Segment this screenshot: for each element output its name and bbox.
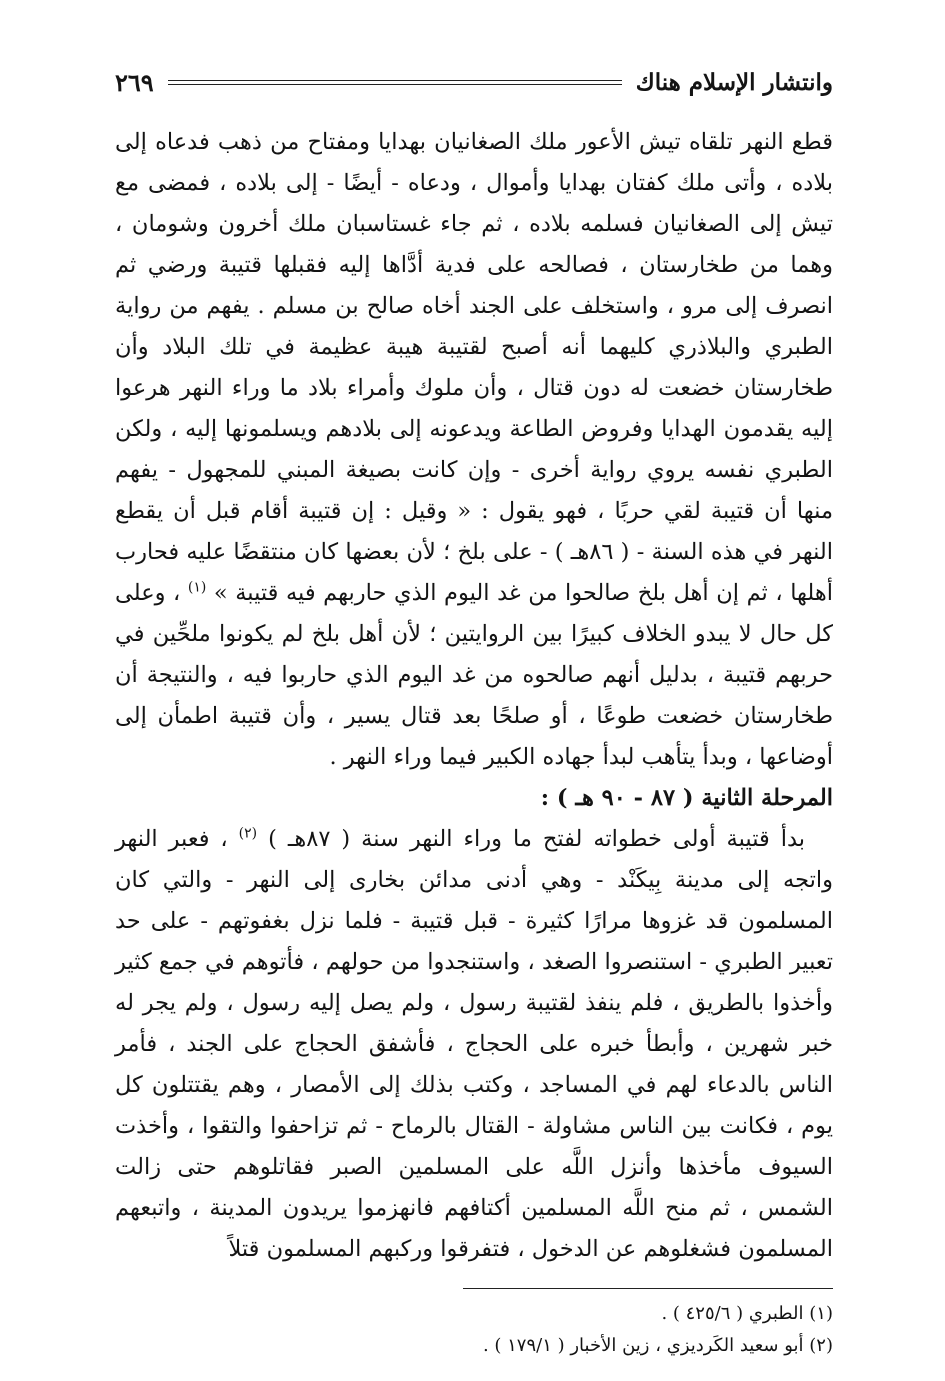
- header-rule: [168, 80, 622, 85]
- page-header: [115, 60, 833, 104]
- paragraph-1: [115, 122, 833, 778]
- footnote-2: (٢) أبو سعيد الكَرديزي ، زين الأخبار ( ١٧٩/١ ) .: [482, 1335, 833, 1356]
- paragraph-1-text: قطع النهر تلقاه تيش الأعور ملك الصغانيان بهدايا ومفتاح من ذهب فدعاه إلى بلاده ، وأتى ملك كفتان بهدايا وأموال ، ودعاه - أيضًا - إلى بلاده ، فمضى مع تيش إلى الصغانيان فسلمه بلاده ، ثم جاء غستاسبان ملك أخرون وشومان ، وهما من طخارستان ، فصالحه على فدية أدَّاها إليه فقبلها قتيبة ورضي ثم انصرف إلى مرو ، واستخلف على الجند أخاه صالح بن مسلم . يفهم من رواية الطبري والبلاذري كليهما أنه أصبح لقتيبة هيبة عظيمة في تلك البلاد وأن طخارستان خضعت له دون قتال ، وأن ملوك وأمراء بلاد ما وراء النهر هرعوا إليه يقدمون الهدايا وفروض الطاعة ويدعونه إلى بلادهم ويسلمونها إليه ، ولكن الطبري نفسه يروي رواية أخرى - وإن كانت بصيغة المبني للمجهول - يفهم منها أن قتيبة لقي حربًا ، فهو يقول : « وقيل : إن قتيبة أقام قبل أن يقطع النهر في هذه السنة - ( ٨٦هـ ) - على بلخ ؛ لأن بعضها كان منتقضًا عليه فحارب أهلها ، ثم إن أهل بلخ صالحوا من غد اليوم الذي حاربهم فيه قتيبة »: [115, 129, 833, 606]
- footnote-ref-2: (٢): [238, 825, 258, 842]
- footnotes: [115, 1298, 833, 1362]
- book-page: [115, 60, 833, 1356]
- paragraph-1-tail: ، وعلى كل حال لا يبدو الخلاف كبيرًا بين الروايتين ؛ لأن أهل بلخ لم يكونوا ملحِّين في حربهم قتيبة ، بدليل أنهم صالحوه من غد اليوم الذي حاربوا فيه ، والنتيجة أن طخارستان خضعت طوعًا ، أو صلحًا بعد قتال يسير ، وأن قتيبة اطمأن إلى أوضاعها ، وبدأ يتأهب لبدأ جهاده الكبير فيما وراء النهر .: [115, 580, 833, 770]
- footnote-rule: [463, 1288, 833, 1289]
- footnote-1: (١) الطبري ( ٤٢٥/٦ ) .: [661, 1303, 833, 1324]
- footnote-ref-1: (١): [187, 579, 207, 596]
- page-number: ٢٦٩: [115, 67, 154, 97]
- running-title: وانتشار الإسلام هناك: [635, 68, 833, 96]
- paragraph-2-tail: ، فعبر النهر واتجه إلى مدينة بِيكَنْد - وهي أدنى مدائن بخارى إلى النهر - والتي كان المسلمون قد غزوها مرارًا كثيرة - قبل قتيبة - فلما نزل بغفوتهم - على حد تعبير الطبري - استنصروا الصغد ، واستنجدوا من حولهم ، فأتوهم في جمع كثير وأخذوا بالطريق ، فلم ينفذ لقتيبة رسول ، ولم يصل إليه رسول ، ولم يجر له خبر شهرين ، وأبطأ خبره على الحجاج ، فأشفق الحجاج على الجند ، فأمر الناس بالدعاء لهم في المساجد ، وكتب بذلك إلى الأمصار ، وهم يقتتلون كل يوم ، فكانت بين الناس مشاولة - القتال بالرماح - ثم تزاحفوا والتقوا ، وأخذت السيوف مأخذها وأنزل اللَّه على المسلمين الصبر فقاتلوهم حتى زالت الشمس ، ثم منح اللَّه المسلمين أكتافهم فانهزموا يريدون المدينة ، واتبعهم المسلمون فشغلوهم عن الدخول ، فتفرقوا وركبهم المسلمون قتلاً: [115, 826, 833, 1262]
- body-text: [115, 122, 833, 1270]
- paragraph-2: [115, 819, 833, 1270]
- paragraph-2-head: بدأ قتيبة أولى خطواته لفتح ما وراء النهر سنة ( ٨٧هـ ): [268, 826, 806, 852]
- section-heading: المرحلة الثانية ( ٨٧ - ٩٠ هـ ) :: [540, 785, 833, 811]
